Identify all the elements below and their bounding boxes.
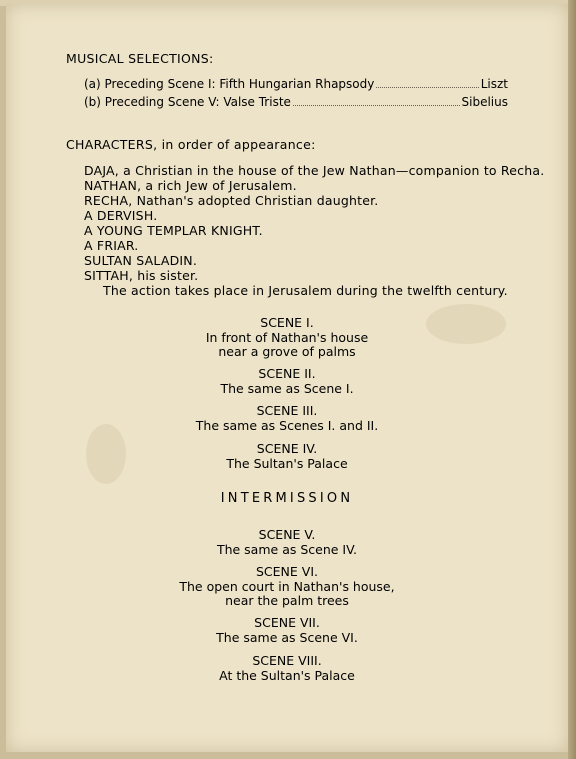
scene-description: At the Sultan's Palace <box>219 668 355 683</box>
dot-leader <box>293 105 460 106</box>
music-selection-label: (a) Preceding Scene I: Fifth Hungarian Rhapsody <box>84 77 375 91</box>
scene-title: SCENE I. <box>260 315 314 330</box>
scene-title: SCENE V. <box>258 527 316 542</box>
scene-description: The same as Scene IV. <box>216 542 358 557</box>
music-selection-a <box>84 77 508 91</box>
character-line: DAJA, a Christian in the house of the Jew Nathan—companion to Recha. <box>84 163 545 178</box>
dot-leader <box>376 87 478 88</box>
scene-title: SCENE VII. <box>254 615 320 630</box>
musical-selections-heading: MUSICAL SELECTIONS: <box>66 51 214 66</box>
music-selection-composer: Liszt <box>480 77 508 91</box>
scene-description: The same as Scene VI. <box>216 630 358 645</box>
scene-title: SCENE IV. <box>256 441 318 456</box>
setting-line: The action takes place in Jerusalem during the twelfth century. <box>103 283 508 298</box>
scene-title: SCENE VIII. <box>252 653 322 668</box>
scene-description: The open court in Nathan's house, <box>179 579 395 594</box>
character-line: A FRIAR. <box>84 238 139 253</box>
characters-heading: CHARACTERS, in order of appearance: <box>66 137 316 152</box>
scene-description: The same as Scenes I. and II. <box>195 418 379 433</box>
character-line: SULTAN SALADIN. <box>84 253 198 268</box>
scene-description: The Sultan's Palace <box>226 456 348 471</box>
scene-title: SCENE III. <box>256 403 318 418</box>
intermission-label: INTERMISSION <box>220 491 354 506</box>
character-line: RECHA, Nathan's adopted Christian daughter. <box>84 193 379 208</box>
character-line: SITTAH, his sister. <box>84 268 199 283</box>
scene-description: near the palm trees <box>225 593 349 608</box>
music-selection-label: (b) Preceding Scene V: Valse Triste <box>84 95 291 109</box>
music-selection-b <box>84 95 508 109</box>
music-selection-composer: Sibelius <box>461 95 508 109</box>
scene-description: The same as Scene I. <box>220 381 354 396</box>
scene-description: In front of Nathan's house <box>205 330 369 345</box>
character-line: A DERVISH. <box>84 208 158 223</box>
scene-description: near a grove of palms <box>218 344 356 359</box>
character-line: NATHAN, a rich Jew of Jerusalem. <box>84 178 297 193</box>
scene-title: SCENE VI. <box>256 564 318 579</box>
character-line: A YOUNG TEMPLAR KNIGHT. <box>84 223 263 238</box>
page-edge-shadow <box>568 0 576 759</box>
scene-title: SCENE II. <box>258 366 316 381</box>
